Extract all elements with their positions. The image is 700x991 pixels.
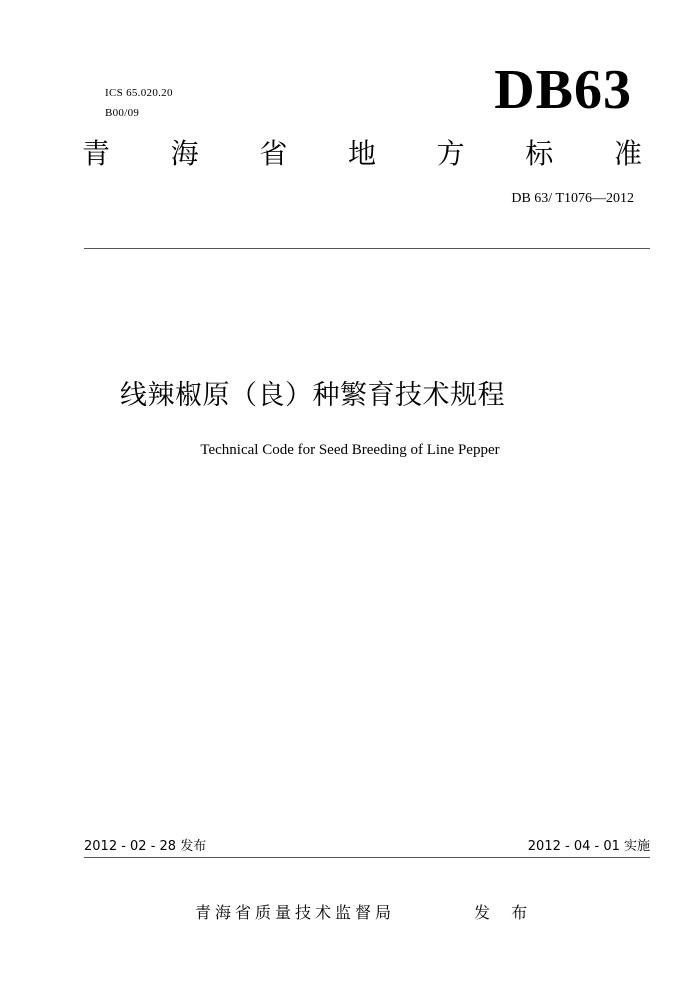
standard-type-char: 海 [170, 137, 199, 170]
implementation-date: 2012 - 04 - 01 实施 [527, 839, 650, 854]
issuing-authority: 青海省质量技术监督局 [195, 903, 396, 922]
standard-number: DB 63/ T1076—2012 [511, 191, 634, 206]
standard-type-char: 省 [259, 137, 288, 170]
standard-type-char: 准 [613, 137, 642, 170]
issue-label: 发 布 [474, 903, 536, 922]
footer-divider [84, 857, 650, 858]
header-divider [84, 248, 650, 249]
issue-date: 2012 - 02 - 28 发布 [84, 839, 207, 854]
title-english: Technical Code for Seed Breeding of Line Pepper [200, 442, 500, 458]
standard-logo: DB63 [494, 59, 632, 121]
standard-type-char: 地 [347, 137, 376, 170]
standard-type-heading [82, 136, 642, 172]
standard-type-char: 标 [525, 137, 554, 170]
title-chinese: 线辣椒原（良）种繁育技术规程 [120, 380, 505, 411]
ccs-code: B00/09 [105, 107, 140, 119]
standard-type-char: 方 [436, 137, 465, 170]
standard-type-char: 青 [82, 137, 111, 170]
ics-code: ICS 65.020.20 [105, 87, 173, 99]
